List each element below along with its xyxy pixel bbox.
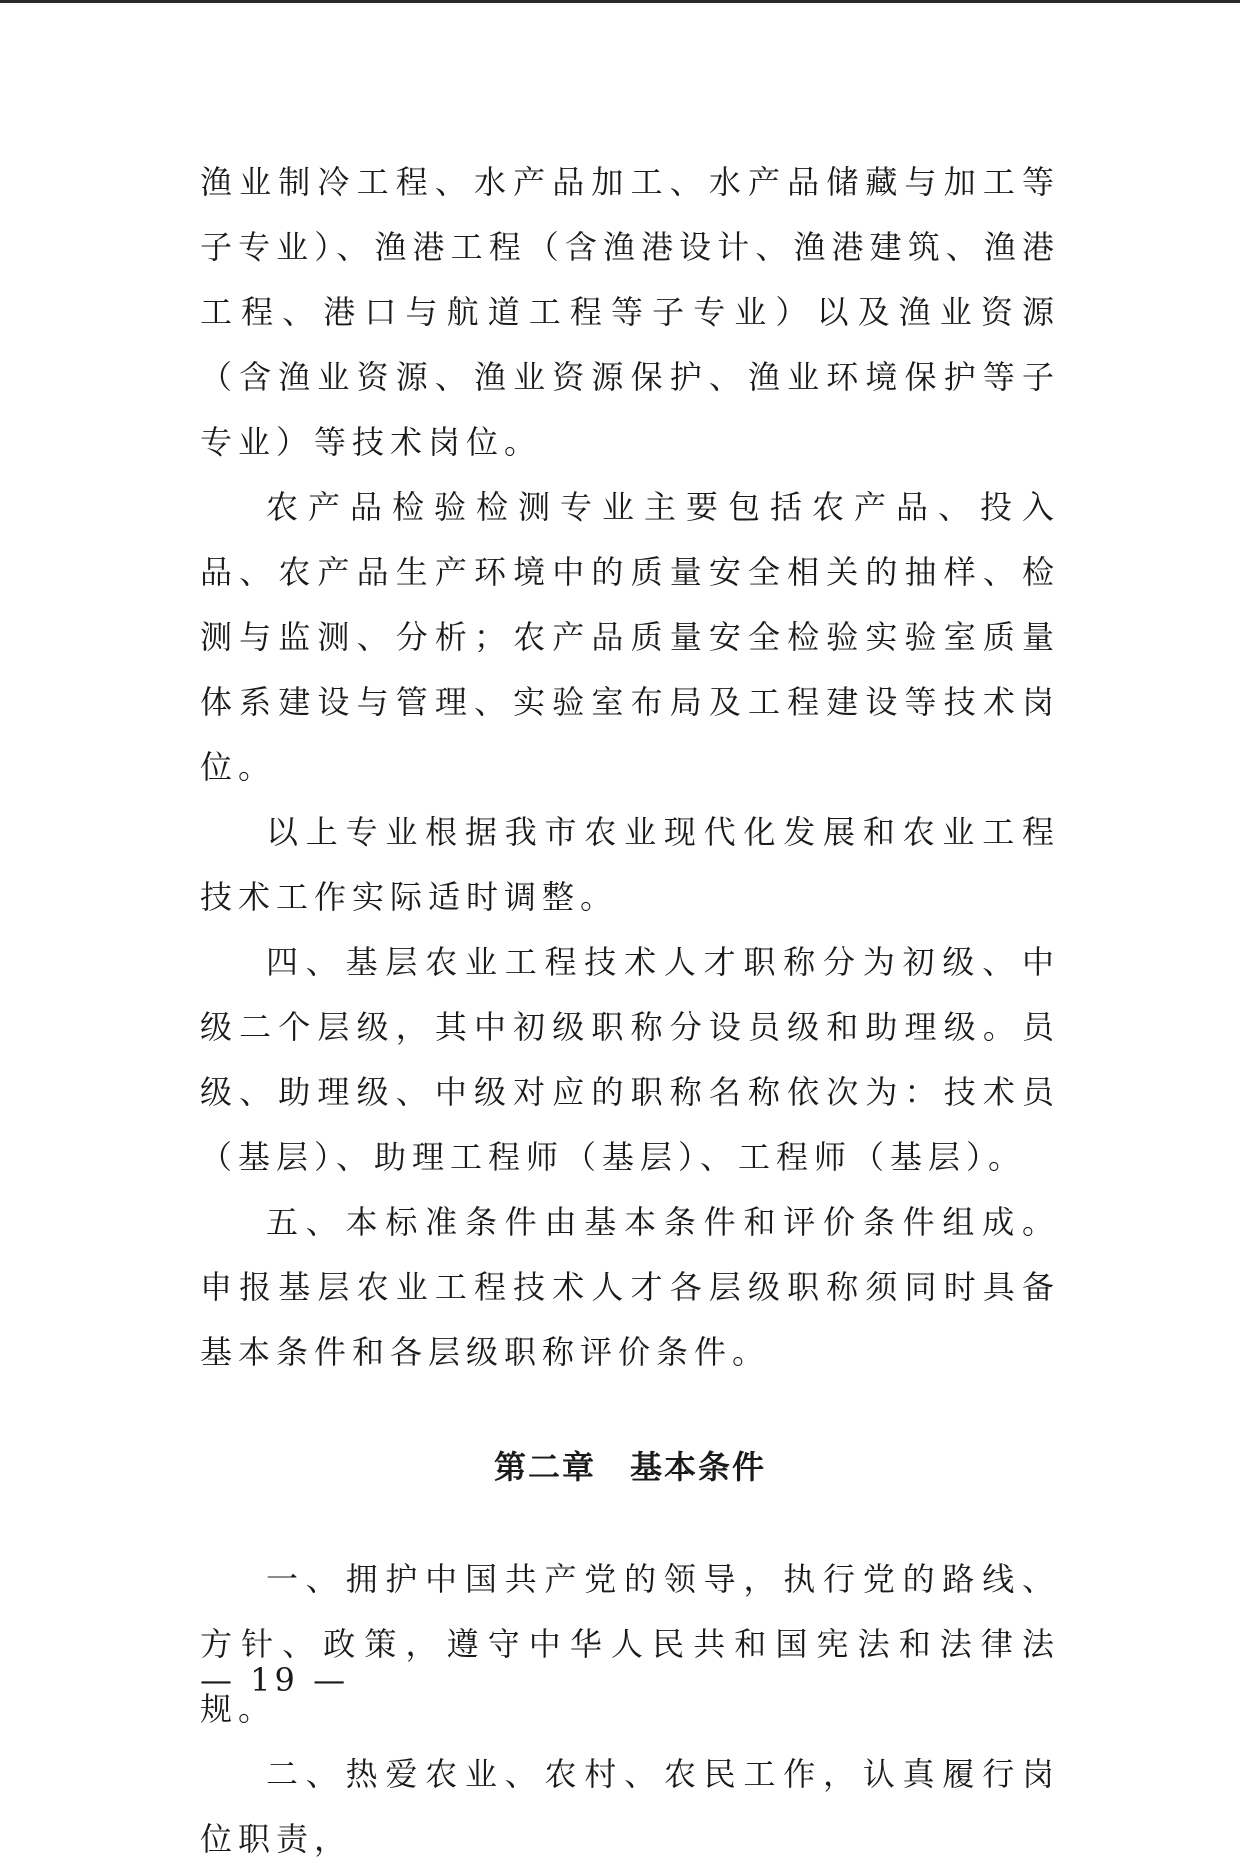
paragraph-fishery-continuation: 渔业制冷工程、水产品加工、水产品储藏与加工等子专业）、渔港工程（含渔港设计、渔港建筑、渔港工程、港口与航道工程等子专业）以及渔业资源（含渔业资源、渔业资源保护、渔业环境保护等子专业）等技术岗位。 [200,163,1060,461]
paragraph-item-five: 五、本标准条件由基本条件和评价条件组成。申报基层农业工程技术人才各层级职称须同时具备基本条件和各层级职称评价条件。 [200,1203,1060,1371]
scan-top-edge [0,0,1240,3]
document-body [200,150,1060,1872]
page-number: — 19 — [200,1661,350,1699]
paragraph-item-four: 四、基层农业工程技术人才职称分为初级、中级二个层级，其中初级职称分设员级和助理级。员级、助理级、中级对应的职称名称依次为：技术员（基层）、助理工程师（基层）、工程师（基层）。 [200,943,1060,1176]
paragraph-basic-two: 二、热爱农业、农村、农民工作，认真履行岗位职责， [200,1755,1060,1858]
paragraph-inspection-specialty: 农产品检验检测专业主要包括农产品、投入品、农产品生产环境中的质量安全相关的抽样、检测与监测、分析；农产品质量安全检验实验室质量体系建设与管理、实验室布局及工程建设等技术岗位。 [200,488,1060,786]
paragraph-basic-one: 一、拥护中国共产党的领导，执行党的路线、方针、政策，遵守中华人民共和国宪法和法律法规。 [200,1560,1060,1728]
chapter-title: 第二章 基本条件 [493,1448,766,1486]
paragraph-adjustment-note: 以上专业根据我市农业现代化发展和农业工程技术工作实际适时调整。 [200,813,1060,916]
